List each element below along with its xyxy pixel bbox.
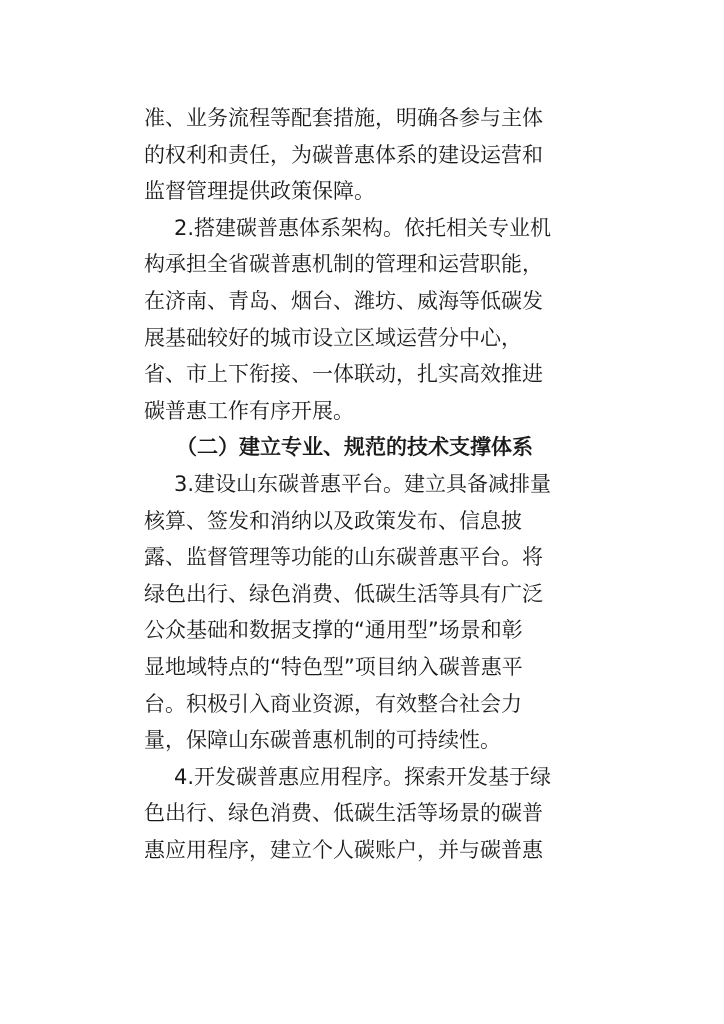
text-line: 量，保障山东碳普惠机制的可持续性。 (144, 728, 501, 753)
text-line: 监督管理提供政策保障。 (144, 179, 375, 204)
text-line: 台。积极引入商业资源，有效整合社会力 (144, 691, 522, 716)
text-line: 绿色出行、绿色消费、低碳生活等具有广泛 (144, 581, 543, 606)
text-line: 构承担全省碳普惠机制的管理和运营职能， (144, 252, 543, 277)
section-heading: （二）建立专业、规范的技术支撑体系 (176, 435, 533, 460)
text-line: 碳普惠工作有序开展。 (144, 398, 354, 423)
text-line: 省、市上下衔接、一体联动，扎实高效推进 (144, 362, 543, 387)
text-line: 显地域特点的“特色型”项目纳入碳普惠平 (144, 654, 523, 679)
text-line: 准、业务流程等配套措施，明确各参与主体 (144, 106, 543, 130)
text-line: 的权利和责任，为碳普惠体系的建设运营和 (144, 142, 543, 167)
document-body (144, 100, 584, 868)
text-line: 4.开发碳普惠应用程序。探索开发基于绿 (174, 764, 552, 789)
text-line: 展基础较好的城市设立区域运营分中心， (144, 325, 522, 350)
text-line: 2.搭建碳普惠体系架构。依托相关专业机 (174, 215, 552, 240)
text-line: 公众基础和数据支撑的“通用型”场景和彰 (144, 618, 523, 643)
text-line: 色出行、绿色消费、低碳生活等场景的碳普 (144, 801, 543, 826)
text-line: 在济南、青岛、烟台、潍坊、威海等低碳发 (144, 288, 543, 313)
text-line: 3.建设山东碳普惠平台。建立具备减排量 (174, 471, 552, 496)
text-line: 露、监督管理等功能的山东碳普惠平台。将 (144, 545, 543, 570)
text-line: 惠应用程序，建立个人碳账户，并与碳普惠 (144, 837, 543, 862)
text-line: 核算、签发和消纳以及政策发布、信息披 (144, 508, 522, 533)
